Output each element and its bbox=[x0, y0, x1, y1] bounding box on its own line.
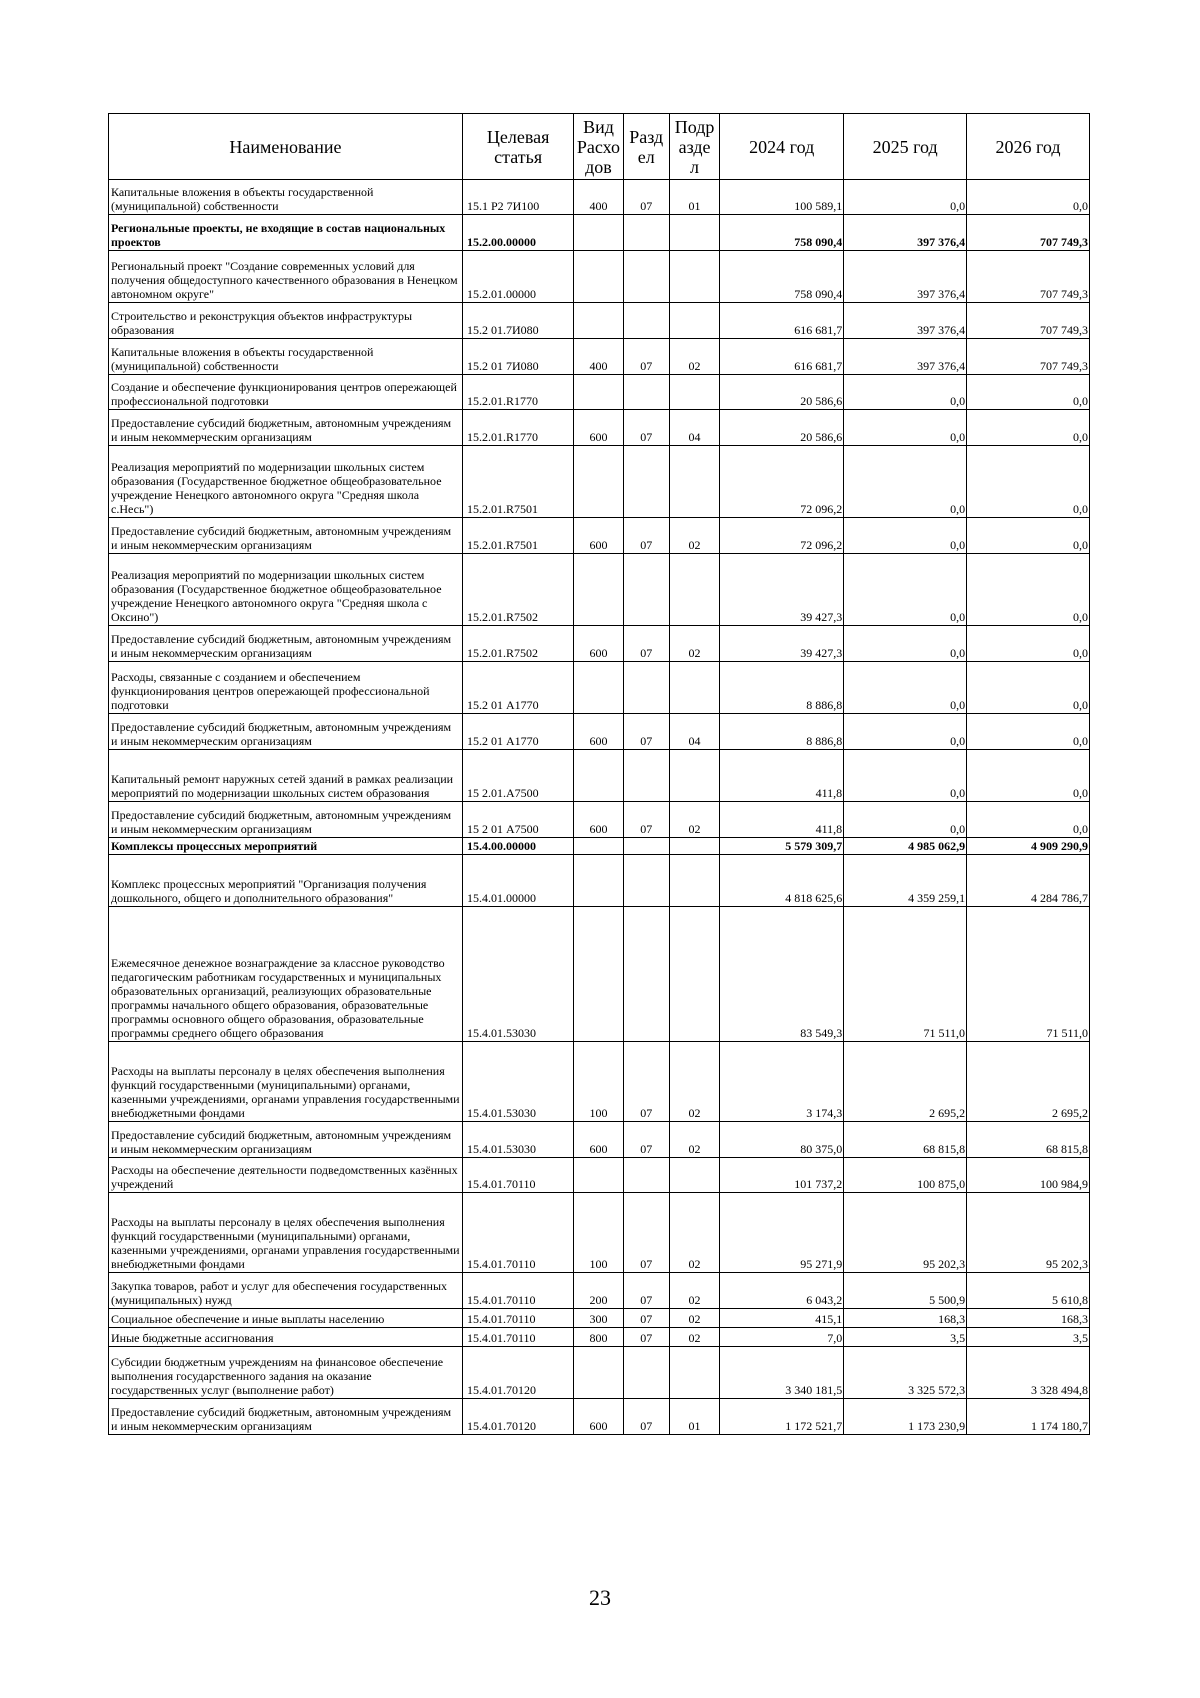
row-subsection bbox=[669, 1158, 719, 1193]
row-target-article: 15.4.01.70110 bbox=[462, 1273, 573, 1309]
row-amount-2026: 5 610,8 bbox=[967, 1273, 1090, 1309]
row-amount-2024: 411,8 bbox=[720, 750, 844, 802]
row-name: Иные бюджетные ассигнования bbox=[109, 1328, 463, 1347]
row-amount-2024: 1 172 521,7 bbox=[720, 1399, 844, 1435]
row-section bbox=[623, 662, 669, 714]
row-target-article: 15.4.01.70110 bbox=[462, 1158, 573, 1193]
row-amount-2024: 39 427,3 bbox=[720, 626, 844, 662]
row-section: 07 bbox=[623, 1193, 669, 1273]
row-name: Предоставление субсидий бюджетным, автономным учреждениям и иным некоммерческим организациям bbox=[109, 1122, 463, 1158]
row-name: Расходы на выплаты персоналу в целях обеспечения выполнения функций государственными (муниципальными) органами, казенными учреждениями, органами управления государственными внебюджетными фондами bbox=[109, 1193, 463, 1273]
row-section bbox=[623, 855, 669, 907]
row-name: Реализация мероприятий по модернизации школьных систем образования (Государственное бюджетное общеобразовательное учреждение Ненецкого автономного округа "Средняя школа с Оксино") bbox=[109, 554, 463, 626]
row-amount-2026: 1 174 180,7 bbox=[967, 1399, 1090, 1435]
table-row bbox=[109, 303, 1090, 339]
row-section bbox=[623, 375, 669, 410]
row-amount-2025: 397 376,4 bbox=[844, 339, 967, 375]
row-section: 07 bbox=[623, 180, 669, 215]
row-subsection bbox=[669, 662, 719, 714]
row-subsection bbox=[669, 375, 719, 410]
row-target-article: 15.4.00.00000 bbox=[462, 838, 573, 855]
row-name: Предоставление субсидий бюджетным, автономным учреждениям и иным некоммерческим организациям bbox=[109, 410, 463, 446]
row-subsection bbox=[669, 215, 719, 251]
row-amount-2024: 8 886,8 bbox=[720, 714, 844, 750]
row-section bbox=[623, 907, 669, 1042]
row-expense-type: 800 bbox=[574, 1328, 623, 1347]
table-row bbox=[109, 1158, 1090, 1193]
row-section: 07 bbox=[623, 1399, 669, 1435]
table-row bbox=[109, 518, 1090, 554]
row-subsection bbox=[669, 907, 719, 1042]
row-amount-2024: 5 579 309,7 bbox=[720, 838, 844, 855]
row-amount-2026: 95 202,3 bbox=[967, 1193, 1090, 1273]
row-amount-2026: 0,0 bbox=[967, 410, 1090, 446]
row-name: Капитальные вложения в объекты государственной (муниципальной) собственности bbox=[109, 180, 463, 215]
row-target-article: 15.2.01.R7502 bbox=[462, 626, 573, 662]
row-amount-2025: 397 376,4 bbox=[844, 251, 967, 303]
row-amount-2026: 68 815,8 bbox=[967, 1122, 1090, 1158]
table-row bbox=[109, 251, 1090, 303]
row-expense-type: 600 bbox=[574, 626, 623, 662]
row-subsection bbox=[669, 251, 719, 303]
row-target-article: 15 2 01 А7500 bbox=[462, 802, 573, 838]
row-amount-2024: 8 886,8 bbox=[720, 662, 844, 714]
row-name: Региональный проект "Создание современных условий для получения общедоступного качественного образования в Ненецком автономном округе" bbox=[109, 251, 463, 303]
row-amount-2026: 100 984,9 bbox=[967, 1158, 1090, 1193]
row-subsection: 04 bbox=[669, 410, 719, 446]
row-amount-2025: 0,0 bbox=[844, 446, 967, 518]
row-amount-2026: 2 695,2 bbox=[967, 1042, 1090, 1122]
row-expense-type bbox=[574, 554, 623, 626]
row-amount-2025: 0,0 bbox=[844, 410, 967, 446]
row-target-article: 15.2 01 А1770 bbox=[462, 714, 573, 750]
row-expense-type: 100 bbox=[574, 1042, 623, 1122]
row-target-article: 15 2.01.А7500 bbox=[462, 750, 573, 802]
row-target-article: 15.2.01.R7502 bbox=[462, 554, 573, 626]
row-target-article: 15.1 Р2 7И100 bbox=[462, 180, 573, 215]
row-section: 07 bbox=[623, 1273, 669, 1309]
row-subsection: 02 bbox=[669, 802, 719, 838]
row-amount-2026: 0,0 bbox=[967, 750, 1090, 802]
row-amount-2025: 3 325 572,3 bbox=[844, 1347, 967, 1399]
row-expense-type: 600 bbox=[574, 802, 623, 838]
row-name: Строительство и реконструкция объектов инфраструктуры образования bbox=[109, 303, 463, 339]
table-row bbox=[109, 1193, 1090, 1273]
row-amount-2026: 707 749,3 bbox=[967, 339, 1090, 375]
row-amount-2024: 72 096,2 bbox=[720, 446, 844, 518]
row-subsection: 01 bbox=[669, 180, 719, 215]
row-subsection: 01 bbox=[669, 1399, 719, 1435]
table-row bbox=[109, 907, 1090, 1042]
row-amount-2026: 0,0 bbox=[967, 180, 1090, 215]
row-amount-2025: 0,0 bbox=[844, 554, 967, 626]
row-amount-2025: 0,0 bbox=[844, 180, 967, 215]
row-name: Капитальный ремонт наружных сетей зданий в рамках реализации мероприятий по модернизации школьных систем образования bbox=[109, 750, 463, 802]
row-subsection: 04 bbox=[669, 714, 719, 750]
table-row bbox=[109, 855, 1090, 907]
row-expense-type: 600 bbox=[574, 1399, 623, 1435]
row-subsection: 02 bbox=[669, 518, 719, 554]
row-subsection bbox=[669, 1347, 719, 1399]
row-expense-type: 100 bbox=[574, 1193, 623, 1273]
row-name: Капитальные вложения в объекты государственной (муниципальной) собственности bbox=[109, 339, 463, 375]
row-amount-2024: 411,8 bbox=[720, 802, 844, 838]
row-expense-type: 400 bbox=[574, 339, 623, 375]
row-expense-type: 600 bbox=[574, 1122, 623, 1158]
table-row bbox=[109, 1347, 1090, 1399]
row-subsection: 02 bbox=[669, 1042, 719, 1122]
row-section bbox=[623, 1158, 669, 1193]
row-target-article: 15.2.01.R1770 bbox=[462, 410, 573, 446]
row-section: 07 bbox=[623, 1042, 669, 1122]
table-row bbox=[109, 802, 1090, 838]
row-expense-type bbox=[574, 750, 623, 802]
row-expense-type bbox=[574, 303, 623, 339]
row-section bbox=[623, 251, 669, 303]
row-expense-type bbox=[574, 375, 623, 410]
header-year-2025: 2025 год bbox=[844, 114, 967, 180]
page-number: 23 bbox=[589, 1585, 611, 1610]
header-subsection: Подр азде л bbox=[669, 114, 719, 180]
row-name: Расходы, связанные с созданием и обеспечением функционирования центров опережающей профессиональной подготовки bbox=[109, 662, 463, 714]
row-expense-type bbox=[574, 251, 623, 303]
row-target-article: 15.2.01.R1770 bbox=[462, 375, 573, 410]
row-amount-2024: 101 737,2 bbox=[720, 1158, 844, 1193]
row-section: 07 bbox=[623, 410, 669, 446]
row-target-article: 15.4.01.70110 bbox=[462, 1309, 573, 1328]
row-amount-2026: 707 749,3 bbox=[967, 303, 1090, 339]
table-row bbox=[109, 662, 1090, 714]
row-name: Реализация мероприятий по модернизации школьных систем образования (Государственное бюджетное общеобразовательное учреждение Ненецкого автономного округа "Средняя школа с.Несь") bbox=[109, 446, 463, 518]
row-amount-2026: 3 328 494,8 bbox=[967, 1347, 1090, 1399]
row-section bbox=[623, 446, 669, 518]
row-amount-2025: 397 376,4 bbox=[844, 303, 967, 339]
row-amount-2025: 0,0 bbox=[844, 714, 967, 750]
table-row bbox=[109, 714, 1090, 750]
row-name: Предоставление субсидий бюджетным, автономным учреждениям и иным некоммерческим организациям bbox=[109, 714, 463, 750]
table-body bbox=[109, 180, 1090, 1435]
row-amount-2025: 1 173 230,9 bbox=[844, 1399, 967, 1435]
row-amount-2025: 0,0 bbox=[844, 750, 967, 802]
row-subsection bbox=[669, 446, 719, 518]
row-section: 07 bbox=[623, 802, 669, 838]
row-name: Комплекс процессных мероприятий "Организация получения дошкольного, общего и дополнительного образования" bbox=[109, 855, 463, 907]
row-section: 07 bbox=[623, 1122, 669, 1158]
row-target-article: 15.2 01 7И080 bbox=[462, 339, 573, 375]
row-expense-type: 300 bbox=[574, 1309, 623, 1328]
row-target-article: 15.2.01.R7501 bbox=[462, 518, 573, 554]
table-row bbox=[109, 375, 1090, 410]
row-amount-2024: 72 096,2 bbox=[720, 518, 844, 554]
row-amount-2025: 2 695,2 bbox=[844, 1042, 967, 1122]
row-amount-2024: 616 681,7 bbox=[720, 303, 844, 339]
table-row bbox=[109, 838, 1090, 855]
row-expense-type bbox=[574, 838, 623, 855]
row-name: Создание и обеспечение функционирования центров опережающей профессиональной подготовки bbox=[109, 375, 463, 410]
row-target-article: 15.2 01 А1770 bbox=[462, 662, 573, 714]
row-amount-2025: 68 815,8 bbox=[844, 1122, 967, 1158]
header-row bbox=[109, 114, 1090, 180]
row-subsection: 02 bbox=[669, 339, 719, 375]
row-expense-type: 200 bbox=[574, 1273, 623, 1309]
row-name: Предоставление субсидий бюджетным, автономным учреждениям и иным некоммерческим организациям bbox=[109, 1399, 463, 1435]
row-expense-type bbox=[574, 662, 623, 714]
row-target-article: 15.2 01.7И080 bbox=[462, 303, 573, 339]
row-amount-2026: 71 511,0 bbox=[967, 907, 1090, 1042]
row-subsection: 02 bbox=[669, 1193, 719, 1273]
row-amount-2025: 71 511,0 bbox=[844, 907, 967, 1042]
table-row bbox=[109, 446, 1090, 518]
row-target-article: 15.2.01.R7501 bbox=[462, 446, 573, 518]
row-amount-2024: 39 427,3 bbox=[720, 554, 844, 626]
row-section: 07 bbox=[623, 714, 669, 750]
row-target-article: 15.4.01.70110 bbox=[462, 1328, 573, 1347]
row-subsection: 02 bbox=[669, 626, 719, 662]
row-expense-type bbox=[574, 855, 623, 907]
header-section: Разд ел bbox=[623, 114, 669, 180]
header-expense-type: Вид Расхо дов bbox=[574, 114, 623, 180]
row-subsection bbox=[669, 838, 719, 855]
row-amount-2025: 0,0 bbox=[844, 626, 967, 662]
row-amount-2024: 3 174,3 bbox=[720, 1042, 844, 1122]
row-subsection bbox=[669, 554, 719, 626]
row-section bbox=[623, 838, 669, 855]
row-target-article: 15.2.00.00000 bbox=[462, 215, 573, 251]
header-year-2024: 2024 год bbox=[720, 114, 844, 180]
row-target-article: 15.4.01.70120 bbox=[462, 1399, 573, 1435]
table-row bbox=[109, 750, 1090, 802]
table-row bbox=[109, 1399, 1090, 1435]
row-amount-2024: 83 549,3 bbox=[720, 907, 844, 1042]
row-subsection: 02 bbox=[669, 1309, 719, 1328]
row-target-article: 15.4.01.53030 bbox=[462, 1122, 573, 1158]
row-amount-2025: 168,3 bbox=[844, 1309, 967, 1328]
row-subsection: 02 bbox=[669, 1122, 719, 1158]
row-amount-2024: 80 375,0 bbox=[720, 1122, 844, 1158]
row-amount-2025: 3,5 bbox=[844, 1328, 967, 1347]
row-target-article: 15.4.01.00000 bbox=[462, 855, 573, 907]
row-amount-2026: 0,0 bbox=[967, 446, 1090, 518]
header-name: Наименование bbox=[109, 114, 463, 180]
table-row bbox=[109, 1042, 1090, 1122]
row-name: Предоставление субсидий бюджетным, автономным учреждениям и иным некоммерческим организациям bbox=[109, 518, 463, 554]
row-section bbox=[623, 554, 669, 626]
table-row bbox=[109, 1309, 1090, 1328]
row-amount-2026: 3,5 bbox=[967, 1328, 1090, 1347]
row-name: Расходы на выплаты персоналу в целях обеспечения выполнения функций государственными (муниципальными) органами, казенными учреждениями, органами управления государственными внебюджетными фондами bbox=[109, 1042, 463, 1122]
row-subsection: 02 bbox=[669, 1328, 719, 1347]
table-row bbox=[109, 626, 1090, 662]
row-amount-2024: 3 340 181,5 bbox=[720, 1347, 844, 1399]
row-section bbox=[623, 1347, 669, 1399]
row-section bbox=[623, 750, 669, 802]
header-target-article: Целевая статья bbox=[462, 114, 573, 180]
row-amount-2026: 0,0 bbox=[967, 626, 1090, 662]
row-target-article: 15.4.01.53030 bbox=[462, 1042, 573, 1122]
row-expense-type bbox=[574, 1347, 623, 1399]
row-section: 07 bbox=[623, 626, 669, 662]
row-amount-2024: 758 090,4 bbox=[720, 251, 844, 303]
row-expense-type: 400 bbox=[574, 180, 623, 215]
row-subsection bbox=[669, 750, 719, 802]
row-amount-2024: 20 586,6 bbox=[720, 375, 844, 410]
row-amount-2024: 100 589,1 bbox=[720, 180, 844, 215]
row-amount-2026: 707 749,3 bbox=[967, 215, 1090, 251]
row-expense-type: 600 bbox=[574, 518, 623, 554]
row-amount-2025: 5 500,9 bbox=[844, 1273, 967, 1309]
row-subsection: 02 bbox=[669, 1273, 719, 1309]
row-expense-type bbox=[574, 907, 623, 1042]
row-subsection bbox=[669, 855, 719, 907]
row-section bbox=[623, 215, 669, 251]
table-row bbox=[109, 1328, 1090, 1347]
row-expense-type bbox=[574, 1158, 623, 1193]
row-amount-2026: 168,3 bbox=[967, 1309, 1090, 1328]
row-target-article: 15.4.01.70120 bbox=[462, 1347, 573, 1399]
row-amount-2025: 4 985 062,9 bbox=[844, 838, 967, 855]
table-row bbox=[109, 1122, 1090, 1158]
row-name: Предоставление субсидий бюджетным, автономным учреждениям и иным некоммерческим организациям bbox=[109, 802, 463, 838]
row-section: 07 bbox=[623, 518, 669, 554]
table-row bbox=[109, 1273, 1090, 1309]
row-amount-2026: 707 749,3 bbox=[967, 251, 1090, 303]
row-target-article: 15.2.01.00000 bbox=[462, 251, 573, 303]
row-section bbox=[623, 303, 669, 339]
row-amount-2025: 4 359 259,1 bbox=[844, 855, 967, 907]
row-amount-2026: 0,0 bbox=[967, 518, 1090, 554]
row-amount-2026: 0,0 bbox=[967, 554, 1090, 626]
table-row bbox=[109, 180, 1090, 215]
row-section: 07 bbox=[623, 1328, 669, 1347]
row-amount-2025: 0,0 bbox=[844, 802, 967, 838]
row-amount-2024: 7,0 bbox=[720, 1328, 844, 1347]
row-expense-type bbox=[574, 446, 623, 518]
row-amount-2024: 415,1 bbox=[720, 1309, 844, 1328]
row-amount-2025: 95 202,3 bbox=[844, 1193, 967, 1273]
row-amount-2024: 4 818 625,6 bbox=[720, 855, 844, 907]
row-name: Социальное обеспечение и иные выплаты населению bbox=[109, 1309, 463, 1328]
row-name: Предоставление субсидий бюджетным, автономным учреждениям и иным некоммерческим организациям bbox=[109, 626, 463, 662]
row-section: 07 bbox=[623, 1309, 669, 1328]
table-row bbox=[109, 215, 1090, 251]
row-expense-type bbox=[574, 215, 623, 251]
row-amount-2024: 95 271,9 bbox=[720, 1193, 844, 1273]
row-amount-2024: 20 586,6 bbox=[720, 410, 844, 446]
table-row bbox=[109, 410, 1090, 446]
row-target-article: 15.4.01.53030 bbox=[462, 907, 573, 1042]
row-amount-2025: 0,0 bbox=[844, 662, 967, 714]
row-amount-2025: 0,0 bbox=[844, 375, 967, 410]
row-target-article: 15.4.01.70110 bbox=[462, 1193, 573, 1273]
row-name: Региональные проекты, не входящие в состав национальных проектов bbox=[109, 215, 463, 251]
budget-table bbox=[108, 113, 1090, 1435]
row-section: 07 bbox=[623, 339, 669, 375]
row-name: Субсидии бюджетным учреждениям на финансовое обеспечение выполнения государственного задания на оказание государственных услуг (выполнение работ) bbox=[109, 1347, 463, 1399]
row-amount-2025: 0,0 bbox=[844, 518, 967, 554]
row-amount-2024: 6 043,2 bbox=[720, 1273, 844, 1309]
table-row bbox=[109, 339, 1090, 375]
row-name: Комплексы процессных мероприятий bbox=[109, 838, 463, 855]
row-amount-2024: 616 681,7 bbox=[720, 339, 844, 375]
row-amount-2026: 0,0 bbox=[967, 375, 1090, 410]
row-amount-2026: 0,0 bbox=[967, 802, 1090, 838]
row-name: Ежемесячное денежное вознаграждение за классное руководство педагогическим работникам государственных и муниципальных образовательных организаций, реализующих образовательные программы начального общего образования, образовательные программы основного общего образования, образовательные программы среднего общего образования bbox=[109, 907, 463, 1042]
row-name: Расходы на обеспечение деятельности подведомственных казённых учреждений bbox=[109, 1158, 463, 1193]
row-expense-type: 600 bbox=[574, 714, 623, 750]
table-row bbox=[109, 554, 1090, 626]
row-amount-2026: 4 284 786,7 bbox=[967, 855, 1090, 907]
row-amount-2025: 100 875,0 bbox=[844, 1158, 967, 1193]
row-amount-2025: 397 376,4 bbox=[844, 215, 967, 251]
row-amount-2026: 4 909 290,9 bbox=[967, 838, 1090, 855]
row-amount-2024: 758 090,4 bbox=[720, 215, 844, 251]
row-amount-2026: 0,0 bbox=[967, 662, 1090, 714]
header-year-2026: 2026 год bbox=[967, 114, 1090, 180]
row-subsection bbox=[669, 303, 719, 339]
row-name: Закупка товаров, работ и услуг для обеспечения государственных (муниципальных) нужд bbox=[109, 1273, 463, 1309]
row-amount-2026: 0,0 bbox=[967, 714, 1090, 750]
row-expense-type: 600 bbox=[574, 410, 623, 446]
